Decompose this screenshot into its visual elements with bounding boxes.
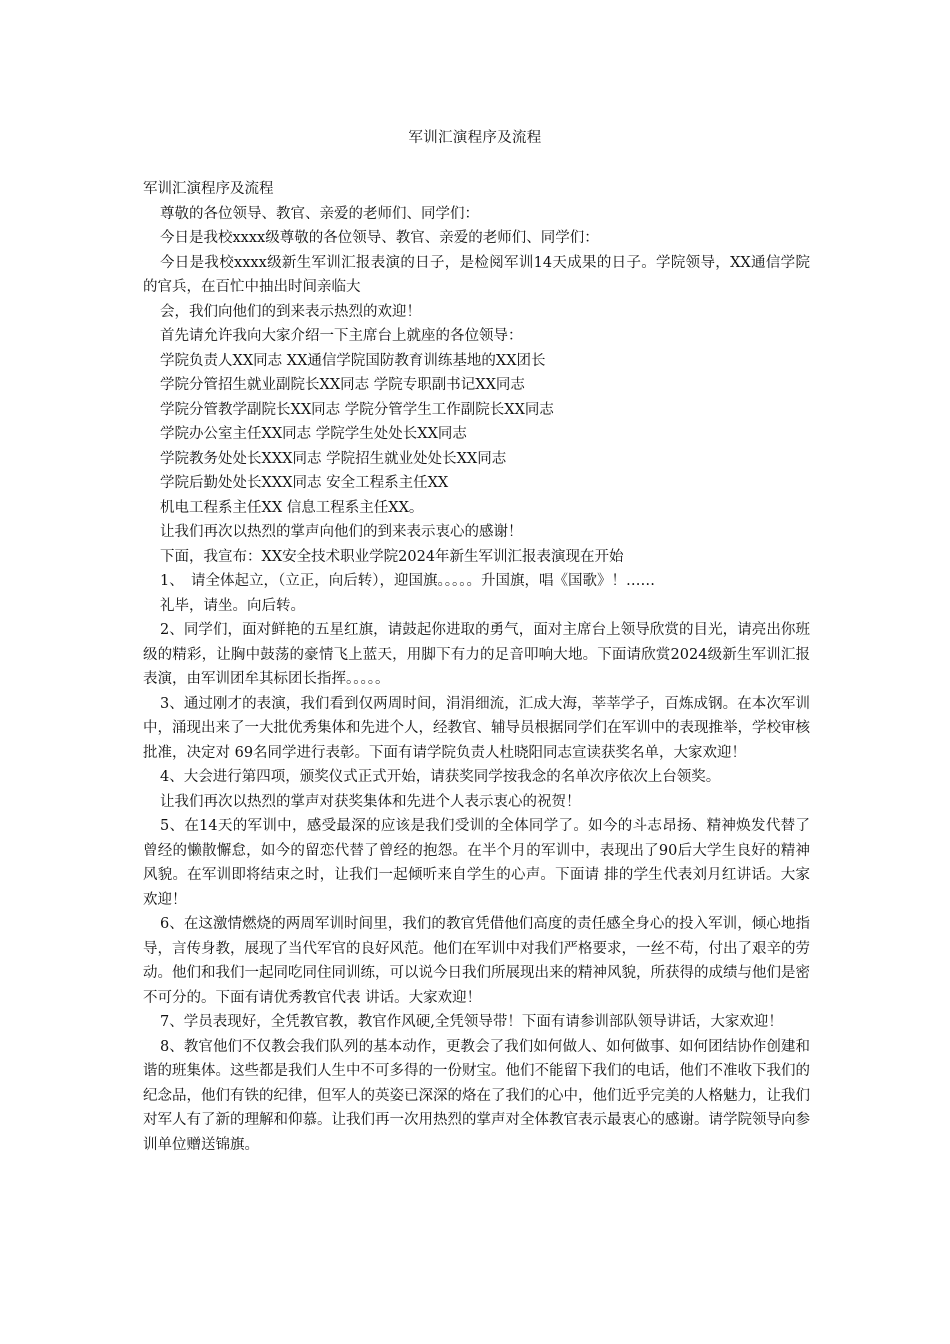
paragraph: 7、学员表现好，全凭教官教，教官作风硬,全凭领导带！下面有请参训部队领导讲话，大家欢迎！: [160, 1014, 783, 1030]
paragraph: 4、大会进行第四项，颁奖仪式正式开始，请获奖同学按我念的名单次序依次上台领奖。: [160, 769, 721, 785]
document-body: [143, 177, 810, 1157]
paragraph: 3、通过刚才的表演，我们看到仅两周时间，涓涓细流，汇成大海，莘莘学子，百炼成钢。在本次军训中，涌现出来了一大批优秀集体和先进个人，经教官、辅导员根据同学们在军训中的表现推举，学校审核批准，决定对 69名同学进行表彰。下面有请学院负责人杜晓阳同志宣读获奖名单，大家欢迎！: [143, 695, 810, 761]
paragraph: 下面，我宣布：XX安全技术职业学院2024年新生军训汇报表演现在开始: [160, 548, 624, 565]
paragraph: 学院办公室主任XX同志 学院学生处处长XX同志: [160, 426, 467, 442]
paragraph: 1、 请全体起立，（立正，向后转），迎国旗。。。。。升国旗，唱《国歌》！……: [160, 573, 655, 589]
paragraph: 尊敬的各位领导、教官、亲爱的老师们、同学们：: [160, 205, 479, 222]
paragraph: 礼毕，请坐。向后转。: [160, 597, 305, 614]
paragraph: 学院分管教学副院长XX同志 学院分管学生工作副院长XX同志: [160, 401, 554, 418]
paragraph: 学院负责人XX同志 XX通信学院国防教育训练基地的XX团长: [160, 352, 546, 369]
paragraph: 学院分管招生就业副院长XX同志 学院专职副书记XX同志: [160, 377, 525, 393]
paragraph: 军训汇演程序及流程: [143, 181, 274, 197]
paragraph: 学院后勤处处长XXX同志 安全工程系主任XX: [160, 475, 449, 491]
paragraph: 让我们再次以热烈的掌声向他们的到来表示衷心的感谢！: [160, 524, 523, 540]
paragraph: 首先请允许我向大家介绍一下主席台上就座的各位领导：: [160, 328, 523, 344]
paragraph: 6、在这激情燃烧的两周军训时间里，我们的教官凭借他们高度的责任感全身心的投入军训，倾心地指导，言传身教，展现了当代军官的良好风范。他们在军训中对我们严格要求，一丝不苟，付出了艰辛的劳动。他们和我们一起同吃同住同训练，可以说今日我们所展现出来的精神风貌，所获得的成绩与他们是密不可分的。下面有请优秀教官代表 讲话。大家欢迎！: [143, 916, 810, 1006]
paragraph: 今日是我校xxxx级尊敬的各位领导、教官、亲爱的老师们、同学们：: [160, 230, 599, 246]
document-title: 军训汇演程序及流程: [408, 130, 542, 146]
paragraph: 学院教务处处长XXX同志 学院招生就业处处长XX同志: [160, 450, 507, 467]
paragraph: 2、同学们，面对鲜艳的五星红旗，请鼓起你进取的勇气，面对主席台上领导欣赏的目光，请亮出你班级的精彩，让胸中鼓荡的豪情飞上蓝天，用脚下有力的足音叩响大地。下面请欣赏2024级新生军训汇报表演，由军训团牟其标团长指挥。。。。。: [143, 622, 810, 687]
paragraph: 机电工程系主任XX 信息工程系主任XX。: [160, 499, 424, 516]
paragraph: 让我们再次以热烈的掌声对获奖集体和先进个人表示衷心的祝贺！: [160, 793, 581, 810]
paragraph: 8、教官他们不仅教会我们队列的基本动作，更教会了我们如何做人、如何做事、如何团结协作创建和谐的班集体。这些都是我们人生中不可多得的一份财宝。他们不能留下我们的电话，他们不准收下我们的纪念品，他们有铁的纪律，但军人的英姿已深深的烙在了我们的心中，他们近乎完美的人格魅力，让我们对军人有了新的理解和仰慕。让我们再一次用热烈的掌声对全体教官表示最衷心的感谢。请学院领导向参训单位赠送锦旗。: [143, 1038, 810, 1153]
paragraph: 会，我们向他们的到来表示热烈的欢迎！: [160, 303, 421, 320]
paragraph: 5、在14天的军训中，感受最深的应该是我们受训的全体同学了。如今的斗志昂扬、精神焕发代替了曾经的懒散懈怠，如今的留恋代替了曾经的抱怨。在半个月的军训中，表现出了90后大学生良好的精神风貌。在军训即将结束之时，让我们一起倾听来自学生的心声。下面请 排的学生代表刘月红讲话。大家欢迎！: [143, 818, 810, 908]
paragraph: 今日是我校xxxx级新生军训汇报表演的日子，是检阅军训14天成果的日子。学院领导，XX通信学院的官兵，在百忙中抽出时间亲临大: [143, 254, 810, 295]
